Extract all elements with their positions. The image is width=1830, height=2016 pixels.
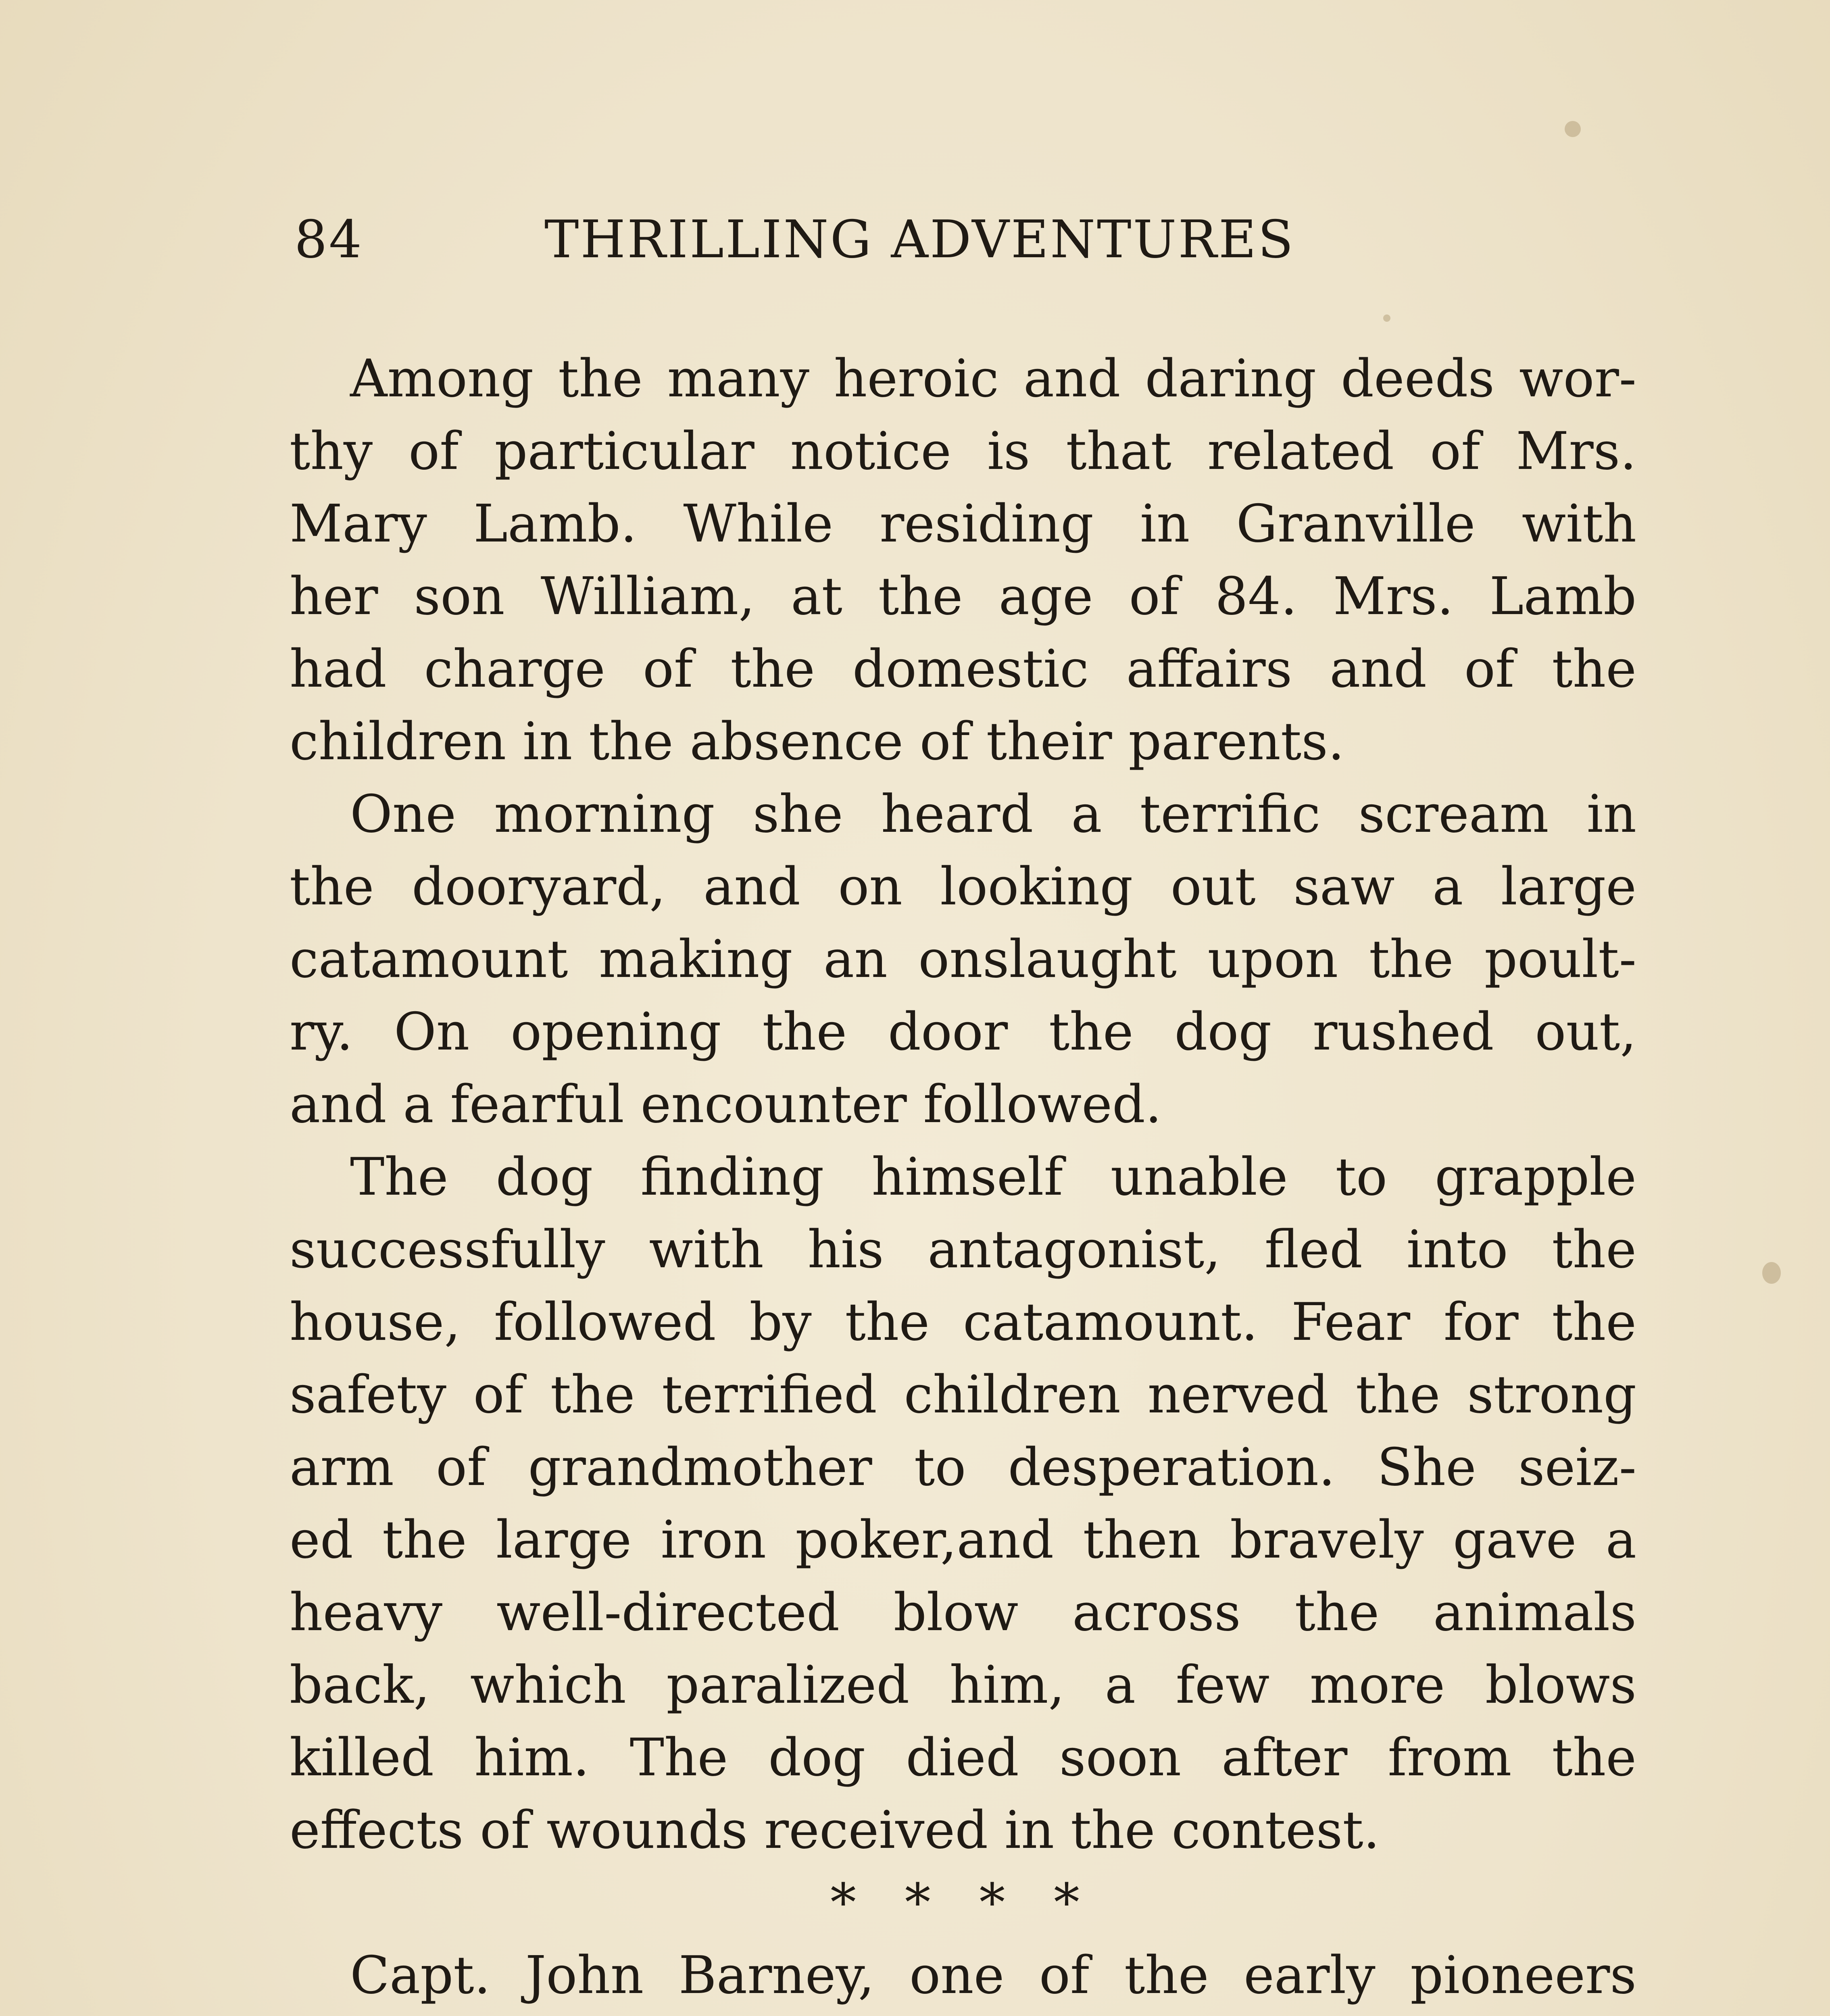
paper-spot	[1565, 121, 1581, 137]
text-line	[290, 2012, 1636, 2016]
text-line: and a fearful encounter followed.	[290, 1075, 1162, 1135]
text-line: her son William, at the age of 84. Mrs. Lamb	[290, 566, 1636, 627]
text-line: the dooryard, and on looking out saw a large	[290, 857, 1636, 917]
running-title: THRILLING ADVENTURES	[544, 210, 1295, 270]
text-line: catamount making an onslaught upon the poult-	[290, 929, 1636, 989]
section-separator: * * * *	[830, 1873, 1096, 1933]
text-line: had charge of the domestic affairs and of the	[290, 639, 1636, 699]
text-line: back, which paralized him, a few more blows	[290, 1655, 1636, 1715]
paper-spot	[1383, 314, 1390, 322]
text-line: safety of the terrified children nerved the strong	[290, 1365, 1636, 1425]
text-line: children in the absence of their parents.	[290, 712, 1344, 772]
page-header	[294, 210, 1637, 270]
text-line: The dog finding himself unable to grapple	[350, 1147, 1636, 1207]
text-line: effects of wounds received in the contest.	[290, 1800, 1380, 1860]
text-line: killed him. The dog died soon after from the	[290, 1728, 1636, 1788]
text-line: Capt. John Barney, one of the early pioneers	[350, 1945, 1636, 2006]
text-line: successfully with his antagonist, fled into the	[290, 1220, 1636, 1280]
text-line: heavy well-directed blow across the animals	[290, 1583, 1636, 1643]
paper-spot	[1762, 1262, 1781, 1284]
text-line: Mary Lamb. While residing in Granville with	[290, 494, 1636, 554]
text-line: Among the many heroic and daring deeds wor-	[350, 349, 1636, 409]
body-text	[290, 343, 1636, 2016]
text-line: ed the large iron poker,and then bravely gave a	[290, 1510, 1636, 1570]
text-line: One morning she heard a terrific scream in	[350, 784, 1636, 844]
text-line: thy of particular notice is that related of Mrs.	[290, 421, 1636, 481]
page-number: 84	[294, 210, 363, 270]
text-line: house, followed by the catamount. Fear for the	[290, 1292, 1636, 1352]
text-line: arm of grandmother to desperation. She seiz-	[290, 1437, 1636, 1497]
text-line: ry. On opening the door the dog rushed out,	[290, 1002, 1636, 1062]
